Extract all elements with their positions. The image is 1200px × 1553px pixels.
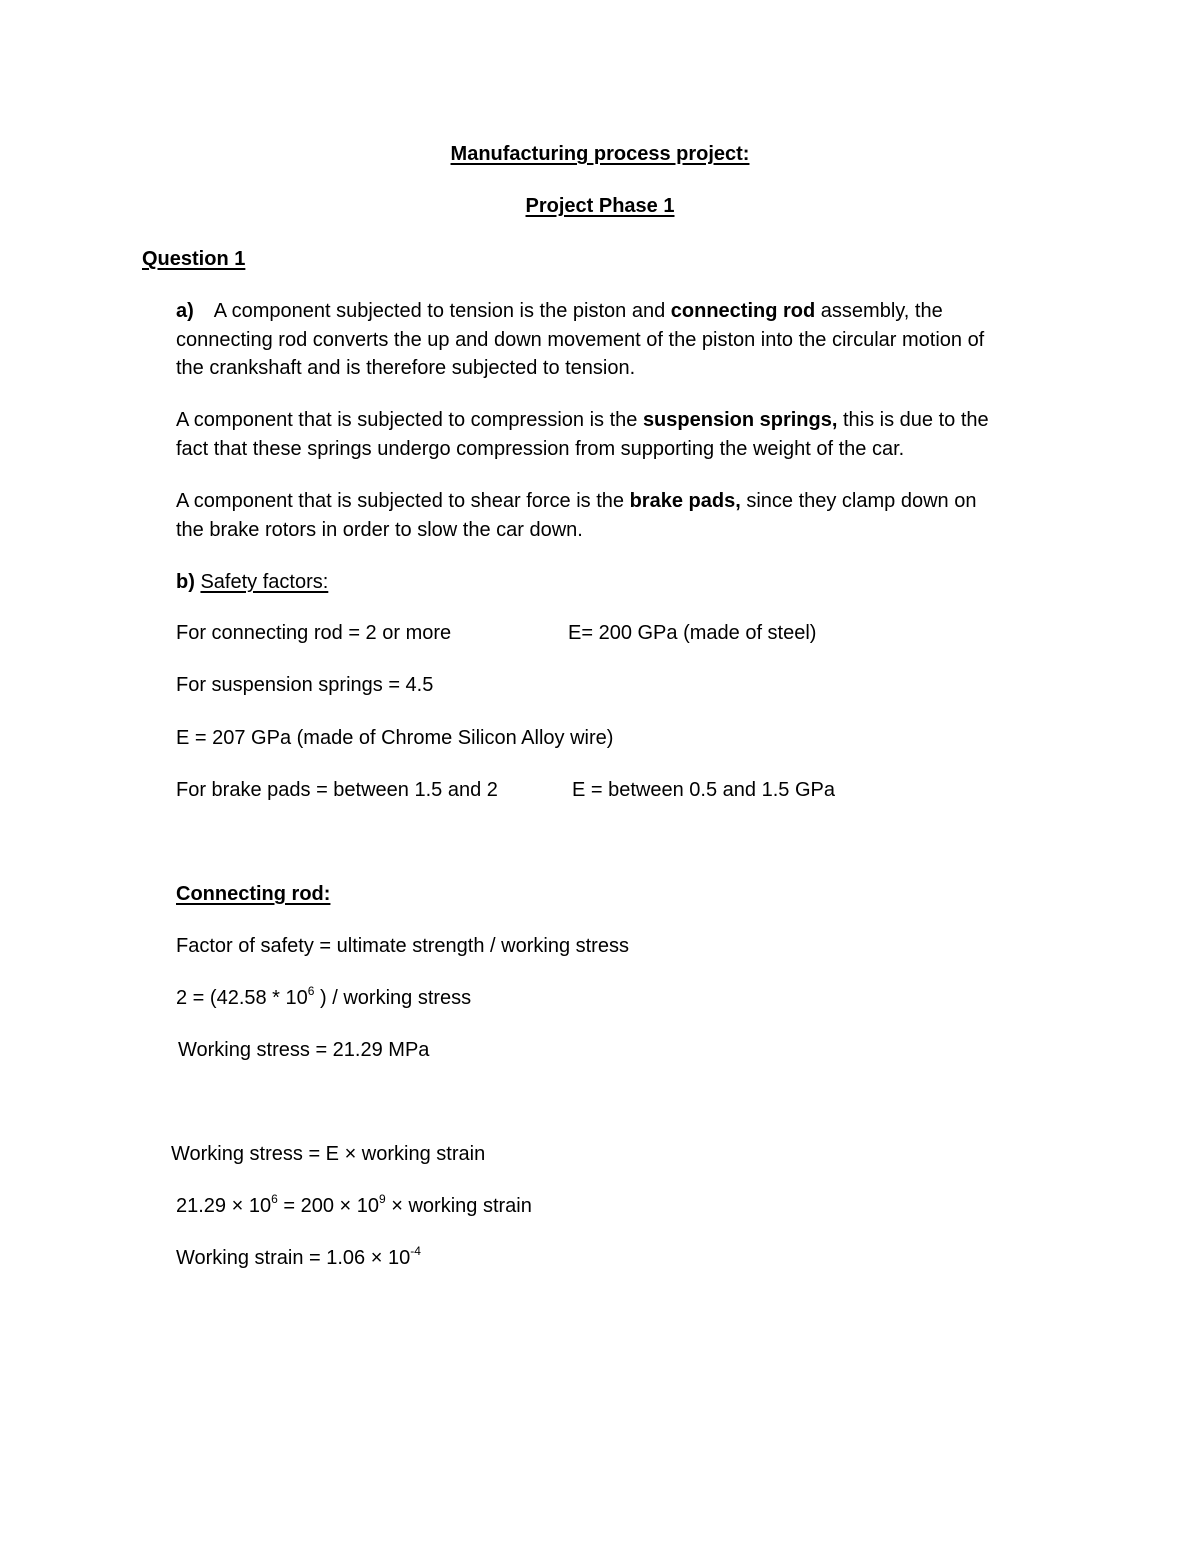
- part-a-paragraph-1-line-3: the crankshaft and is therefore subjected to tension.: [176, 357, 636, 379]
- equation-2: [176, 1192, 532, 1217]
- text-span: since they clamp down on: [740, 490, 977, 512]
- text-span: 2 = (42.58 * 10: [176, 987, 308, 1009]
- spring-safety-factor: For suspension springs = 4.5: [176, 674, 434, 696]
- text-span: assembly, the: [815, 300, 943, 322]
- exponent: 6: [271, 1192, 278, 1206]
- working-stress-result: Working stress = 21.29 MPa: [178, 1039, 430, 1061]
- part-b-heading-text: Safety factors:: [200, 571, 329, 593]
- part-a-label: a): [176, 300, 194, 322]
- text-span: 21.29 × 10: [176, 1195, 272, 1217]
- text-span: this is due to the: [837, 409, 989, 431]
- working-strain-result: [176, 1244, 421, 1269]
- bold-term-brake-pads: brake pads,: [629, 490, 741, 512]
- rod-modulus: E= 200 GPa (made of steel): [568, 622, 817, 644]
- stress-strain-formula: Working stress = E × working strain: [171, 1143, 486, 1165]
- document-title: Manufacturing process project:: [450, 143, 750, 165]
- part-a-paragraph-1-line-2: connecting rod converts the up and down movement of the piston into the circular motion of: [176, 329, 985, 351]
- part-a-paragraph-3-line-1: [176, 491, 976, 511]
- equation-1: [176, 984, 472, 1009]
- question-heading: Question 1: [142, 248, 246, 270]
- part-b-heading: [176, 572, 328, 592]
- spring-modulus: E = 207 GPa (made of Chrome Silicon Alloy wire): [176, 727, 614, 749]
- text-span: = 200 × 10: [277, 1195, 379, 1217]
- text-span: ) / working stress: [314, 987, 472, 1009]
- part-a-paragraph-2-line-1: [176, 410, 989, 430]
- pads-modulus: E = between 0.5 and 1.5 GPa: [572, 779, 835, 801]
- text-span: × working strain: [385, 1195, 532, 1217]
- exponent: 6: [307, 984, 315, 998]
- text-span: A component that is subjected to compression is the: [176, 409, 643, 431]
- bold-term-suspension-springs: suspension springs,: [642, 409, 838, 431]
- pads-safety-factor: For brake pads = between 1.5 and 2: [176, 779, 498, 801]
- rod-safety-factor: For connecting rod = 2 or more: [176, 622, 452, 644]
- exponent: 9: [378, 1192, 386, 1206]
- text-span: A component that is subjected to shear force is the: [176, 490, 630, 512]
- part-a-paragraph-2-line-2: fact that these springs undergo compression from supporting the weight of the car.: [176, 438, 905, 460]
- part-a-paragraph-1-line-1: [176, 301, 943, 321]
- document-subtitle: Project Phase 1: [525, 195, 675, 217]
- safety-factor-formula: Factor of safety = ultimate strength / working stress: [176, 935, 629, 957]
- connecting-rod-heading: Connecting rod:: [176, 883, 331, 905]
- part-a-paragraph-3-line-2: the brake rotors in order to slow the car down.: [176, 519, 583, 541]
- exponent: -4: [410, 1244, 421, 1258]
- text-span: Working strain = 1.06 × 10: [176, 1247, 411, 1269]
- part-b-label: b): [176, 571, 195, 593]
- bold-term-connecting-rod: connecting rod: [670, 300, 816, 322]
- text-span: A component subjected to tension is the piston and: [213, 300, 671, 322]
